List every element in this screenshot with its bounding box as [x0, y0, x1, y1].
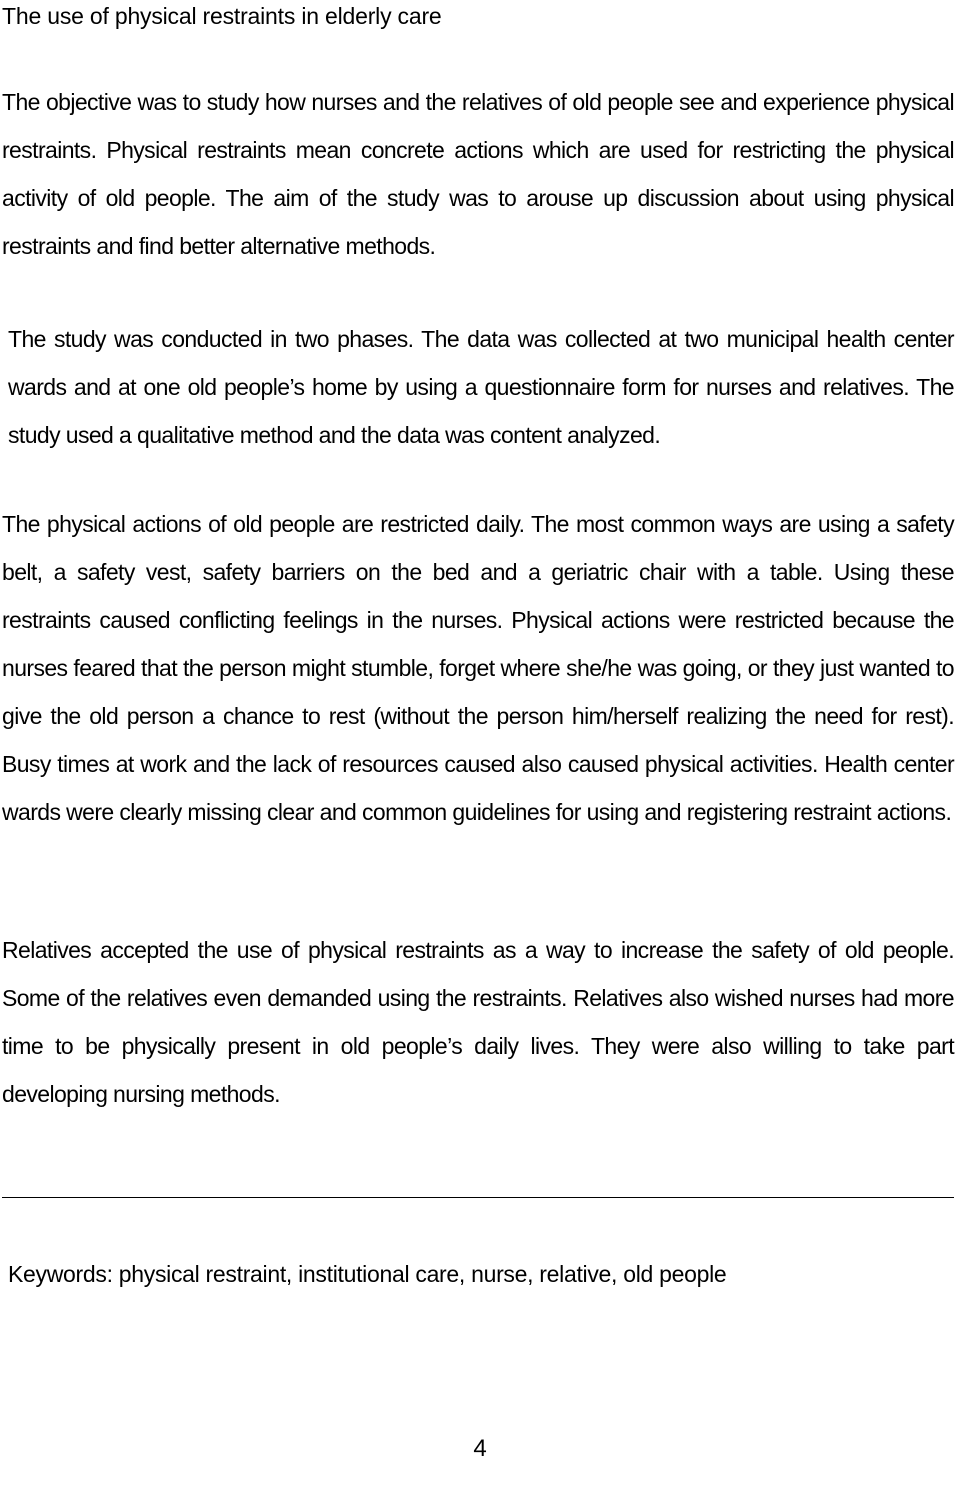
page-number: 4 — [473, 1435, 487, 1462]
paragraph-method: The study was conducted in two phases. The data was collected at two municipal health center wards and at one old people’s home by using a questionnaire form for nurses and relatives. The study used a qualitative method and the data was content analyzed. — [8, 326, 954, 448]
paragraph-results-nurses: The physical actions of old people are restricted daily. The most common ways are using a safety belt, a safety vest, safety barriers on the bed and a geriatric chair with a table. Using these restraints caused conflicting feelings in the nurses. Physical actions were restricted because the nurses feared that the person might stumble, forget where she/he was going, or they just wanted to give the old person a chance to rest (without the person him/herself realizing the need for rest). Busy times at work and the lack of resources caused also caused physical activities. Health center wards were clearly missing clear and common guidelines for using and registering restraint actions. — [2, 511, 954, 825]
paragraph-results-relatives: Relatives accepted the use of physical restraints as a way to increase the safety of old people. Some of the relatives even demanded using the restraints. Relatives also wished nurses had more time to be physically present in old people’s daily lives. They were also willing to take part developing nursing methods. — [2, 937, 954, 1107]
page-number-container — [0, 1434, 960, 1464]
separator-line — [2, 1197, 954, 1198]
paragraph-objective: The objective was to study how nurses and the relatives of old people see and experience physical restraints. Physical restraints mean concrete actions which are used for restricting the physical activity of old people. The aim of the study was to arouse up discussion about using physical restraints and find better alternative methods. — [2, 89, 954, 259]
document-title: The use of physical restraints in elderly care — [2, 3, 442, 29]
keywords: Keywords: physical restraint, institutional care, nurse, relative, old people — [8, 1261, 727, 1287]
